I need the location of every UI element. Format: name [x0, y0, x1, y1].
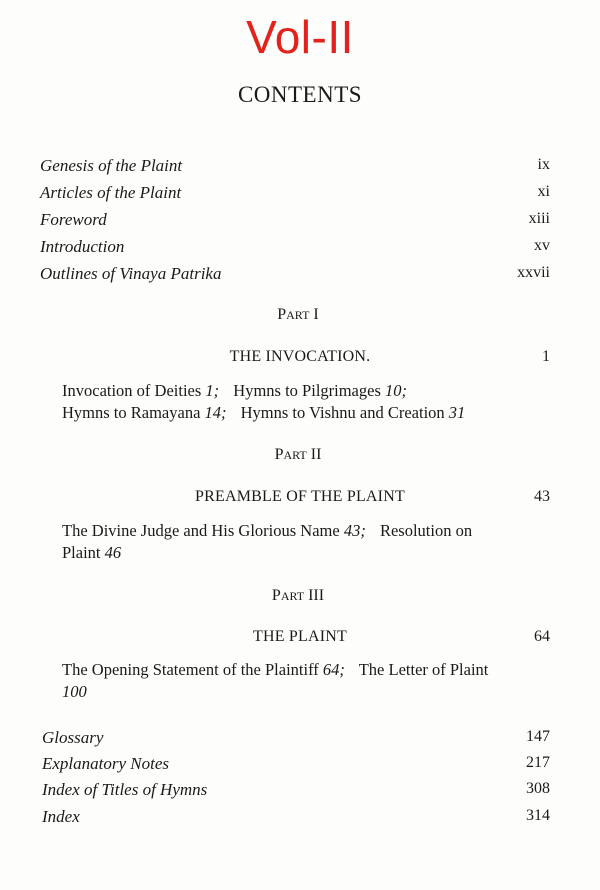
- section-heading-invocation: [0, 348, 600, 372]
- toc-entry-title: Outlines of Vinaya Patrika: [40, 264, 222, 283]
- toc-entry-title: Glossary: [42, 728, 104, 747]
- toc-entry-page: 217: [526, 754, 550, 771]
- toc-entry-outlines: [0, 264, 600, 290]
- toc-entry-title: Introduction: [40, 237, 125, 256]
- toc-entry-title: Articles of the Plaint: [40, 183, 182, 202]
- toc-entry-genesis: [0, 156, 600, 182]
- part-2-entries: The Divine Judge and His Glorious Name 43; Resolution on Plaint 46: [62, 521, 473, 562]
- toc-entry-index-of-titles: [0, 780, 600, 806]
- section-heading-page: 64: [534, 628, 550, 645]
- toc-entry-page: xxvii: [517, 264, 550, 281]
- part-1-entries: Invocation of Deities 1; Hymns to Pilgrimages 10; Hymns to Ramayana 14; Hymns to Vishnu and Creation 31: [62, 381, 466, 422]
- section-heading-page: 1: [542, 348, 550, 365]
- part-label-2: PART II: [274, 446, 322, 463]
- toc-entry-title: Index of Titles of Hymns: [42, 780, 208, 799]
- toc-entry-glossary: [0, 728, 600, 754]
- toc-entry-page: xi: [537, 183, 550, 200]
- toc-entry-foreword: [0, 210, 600, 236]
- volume-label: Vol-II: [246, 11, 354, 63]
- toc-entry-title: Foreword: [40, 210, 107, 229]
- toc-entry-articles: [0, 183, 600, 209]
- contents-heading: CONTENTS: [237, 82, 363, 107]
- toc-entry-page: 308: [526, 780, 550, 797]
- part-label-3: PART III: [271, 587, 325, 604]
- toc-entry-page: 147: [526, 728, 550, 745]
- section-heading-plaint: [0, 628, 600, 652]
- section-heading-title: THE PLAINT: [253, 628, 347, 645]
- toc-entry-index: [0, 807, 600, 833]
- section-heading-title: PREAMBLE OF THE PLAINT: [195, 488, 405, 505]
- section-heading-preamble: [0, 488, 600, 512]
- section-heading-title: THE INVOCATION.: [229, 348, 371, 365]
- part-3-entries: The Opening Statement of the Plaintiff 64; The Letter of Plaint 100: [62, 660, 489, 701]
- toc-entry-page: ix: [537, 156, 550, 173]
- toc-entry-page: 314: [526, 807, 550, 824]
- toc-entry-introduction: [0, 237, 600, 263]
- part-label-1: PART I: [277, 306, 319, 323]
- toc-entry-page: xv: [534, 237, 550, 254]
- toc-entry-title: Genesis of the Plaint: [40, 156, 183, 175]
- toc-entry-explanatory-notes: [0, 754, 600, 780]
- toc-entry-page: xiii: [528, 210, 550, 227]
- toc-entry-title: Index: [42, 807, 80, 826]
- toc-entry-title: Explanatory Notes: [42, 754, 170, 773]
- section-heading-page: 43: [534, 488, 550, 505]
